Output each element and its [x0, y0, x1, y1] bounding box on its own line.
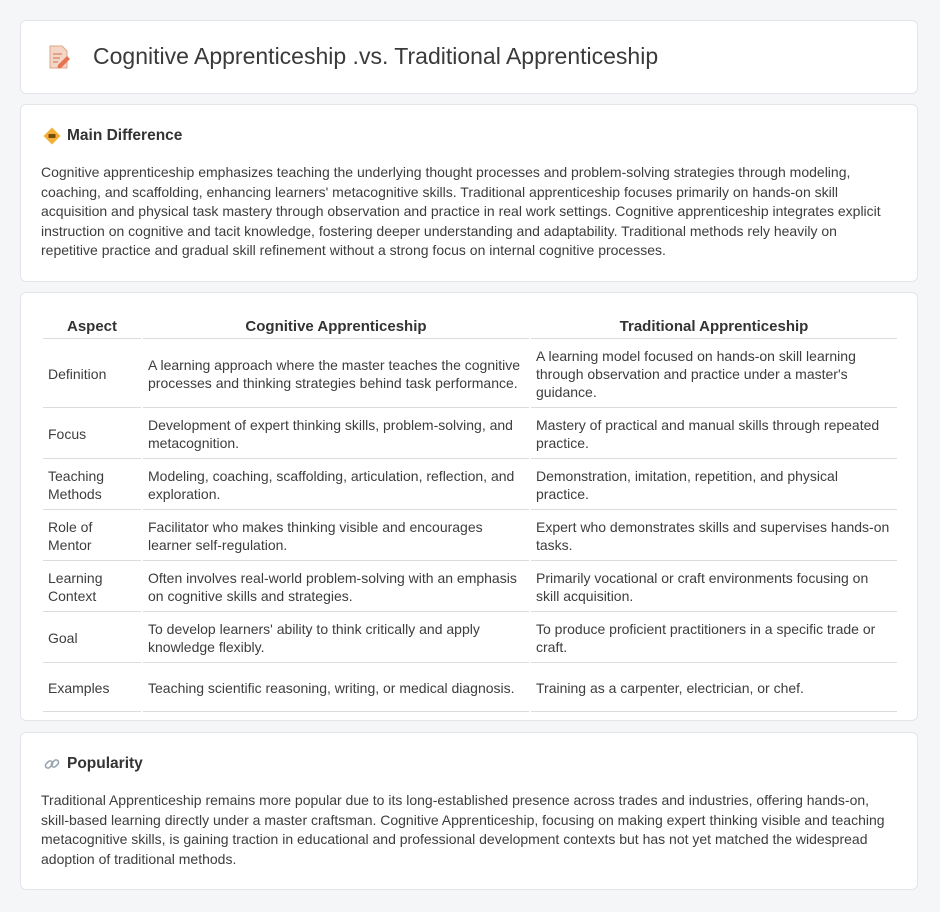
table-header-row — [43, 316, 897, 339]
row-cognitive: Often involves real-world problem-solving with an emphasis on cognitive skills and strategies. — [143, 563, 529, 612]
row-aspect: Role of Mentor — [43, 512, 141, 561]
table-row — [43, 461, 897, 510]
main-difference-heading-row — [43, 127, 182, 145]
popularity-heading: Popularity — [67, 755, 143, 772]
row-aspect: Goal — [43, 614, 141, 663]
popularity-text: Traditional Apprenticeship remains more popular due to its long-established presence across trades and industries, offering hands-on, skill-based learning directly under a master craftsman. Cognitive Apprenticeship, focusing on making expert thinking visible and teaching metacognitive skills, is gaining traction in educational and professional development contexts but has not yet matched the widespread adoption of traditional methods. — [41, 792, 885, 867]
row-aspect: Learning Context — [43, 563, 141, 612]
row-aspect: Teaching Methods — [43, 461, 141, 510]
main-difference-text: Cognitive apprenticeship emphasizes teaching the underlying thought processes and problem-solving strategies through modeling, coaching, and scaffolding, enhancing learners' metacognitive skills. Traditional apprenticeship focuses primarily on hands-on skill acquisition and physical task mastery through observation and practice in real work settings. Cognitive apprenticeship integrates explicit instruction on cognitive and tacit knowledge, fostering deeper understanding and adaptability. Traditional methods rely heavily on repetitive practice and gradual skill refinement without a strong focus on internal cognitive processes. — [41, 164, 881, 258]
popularity-card — [20, 732, 918, 890]
comparison-table — [41, 314, 899, 714]
row-cognitive: Teaching scientific reasoning, writing, or medical diagnosis. — [143, 665, 529, 712]
main-difference-heading: Main Difference — [67, 127, 183, 144]
document-pencil-icon — [47, 44, 71, 70]
row-cognitive: Development of expert thinking skills, problem-solving, and metacognition. — [143, 410, 529, 459]
row-cognitive: To develop learners' ability to think critically and apply knowledge flexibly. — [143, 614, 529, 663]
row-traditional: To produce proficient practitioners in a specific trade or craft. — [531, 614, 897, 663]
header-aspect: Aspect — [43, 316, 141, 339]
table-row — [43, 614, 897, 663]
row-aspect: Examples — [43, 665, 141, 712]
table-row — [43, 410, 897, 459]
title-row — [47, 43, 658, 70]
table-row — [43, 512, 897, 561]
comparison-card — [20, 292, 918, 721]
main-difference-card — [20, 104, 918, 282]
row-cognitive: Modeling, coaching, scaffolding, articulation, reflection, and exploration. — [143, 461, 529, 510]
row-traditional: Training as a carpenter, electrician, or chef. — [531, 665, 897, 712]
row-traditional: Primarily vocational or craft environments focusing on skill acquisition. — [531, 563, 897, 612]
row-aspect: Focus — [43, 410, 141, 459]
row-cognitive: Facilitator who makes thinking visible and encourages learner self-regulation. — [143, 512, 529, 561]
link-icon — [43, 755, 61, 773]
row-traditional: A learning model focused on hands-on skill learning through observation and practice under a master's guidance. — [531, 341, 897, 408]
row-traditional: Expert who demonstrates skills and supervises hands-on tasks. — [531, 512, 897, 561]
diamond-sign-icon — [43, 127, 61, 145]
page-title: Cognitive Apprenticeship .vs. Traditional Apprenticeship — [93, 43, 659, 69]
header-cognitive: Cognitive Apprenticeship — [143, 316, 529, 339]
row-traditional: Demonstration, imitation, repetition, and physical practice. — [531, 461, 897, 510]
row-traditional: Mastery of practical and manual skills through repeated practice. — [531, 410, 897, 459]
table-row — [43, 563, 897, 612]
table-row — [43, 665, 897, 712]
header-traditional: Traditional Apprenticeship — [531, 316, 897, 339]
row-aspect: Definition — [43, 341, 141, 408]
header-card — [20, 20, 918, 94]
table-row — [43, 341, 897, 408]
row-cognitive: A learning approach where the master teaches the cognitive processes and thinking strategies behind task performance. — [143, 341, 529, 408]
popularity-heading-row — [43, 755, 143, 773]
